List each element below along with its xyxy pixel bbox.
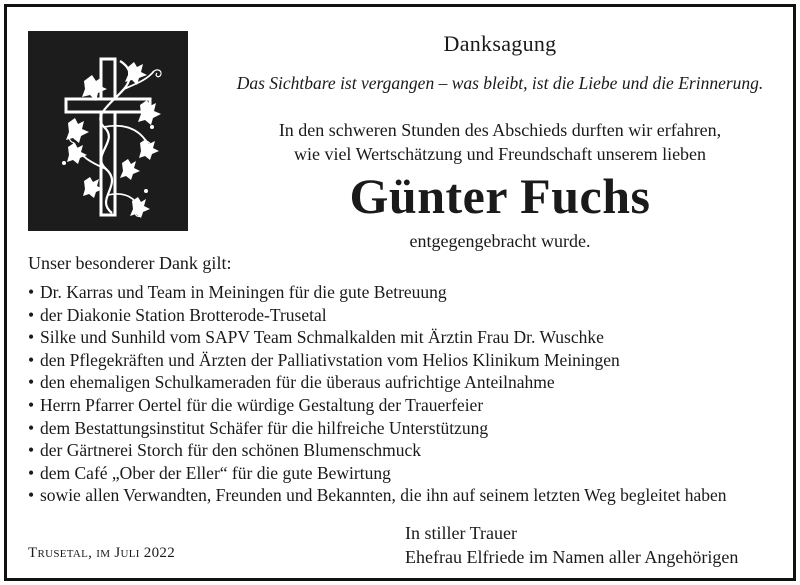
- bullet-icon: •: [28, 282, 35, 302]
- list-item-text: Dr. Karras und Team in Meiningen für die gute Betreuung: [40, 282, 447, 302]
- list-item-text: dem Café „Ober der Eller“ für die gute Bewirtung: [40, 462, 391, 483]
- bullet-icon: •: [28, 349, 35, 370]
- list-item-text: der Gärtnerei Storch für den schönen Blumenschmuck: [40, 440, 421, 461]
- list-item-text: der Diakonie Station Brotterode-Trusetal: [40, 304, 327, 325]
- list-item: [28, 394, 727, 417]
- signature-line: In stiller Trauer: [405, 523, 517, 543]
- cross-with-vine-icon: [28, 31, 188, 231]
- thanks-title: Unser besonderer Dank gilt:: [28, 253, 232, 273]
- intro-line: In den schweren Stunden des Abschieds durften wir erfahren,: [278, 120, 722, 140]
- intro-text: [207, 118, 793, 166]
- list-item: [28, 417, 727, 440]
- list-item-text: den Pflegekräften und Ärzten der Palliativstation vom Helios Klinikum Meiningen: [40, 349, 620, 370]
- thanks-list: [28, 281, 727, 507]
- list-item: [28, 484, 727, 507]
- list-item-text: dem Bestattungsinstitut Schäfer für die hilfreiche Unterstützung: [40, 417, 489, 438]
- list-item: [28, 304, 727, 327]
- notice-heading: Danksagung: [443, 31, 557, 56]
- intro-line: wie viel Wertschätzung und Freundschaft unserem lieben: [293, 144, 707, 164]
- list-item: [28, 439, 727, 462]
- memorial-motto: Das Sichtbare ist vergangen – was bleibt, ist die Liebe und die Erinnerung.: [236, 73, 764, 93]
- list-item-text: Herrn Pfarrer Oertel für die würdige Gestaltung der Trauerfeier: [40, 394, 484, 415]
- bullet-icon: •: [28, 372, 35, 393]
- bullet-icon: •: [28, 417, 35, 438]
- list-item: [28, 326, 727, 349]
- list-item-text: den ehemaligen Schulkameraden für die überaus aufrichtige Anteilnahme: [40, 372, 555, 393]
- bullet-icon: •: [28, 462, 35, 483]
- bullet-icon: •: [28, 485, 35, 506]
- deceased-name: Günter Fuchs: [349, 168, 651, 224]
- after-name-text: entgegengebracht wurde.: [409, 231, 591, 251]
- bullet-icon: •: [28, 327, 35, 348]
- list-item: [28, 371, 727, 394]
- obituary-notice: [4, 4, 796, 581]
- list-item-text: Silke und Sunhild vom SAPV Team Schmalkalden mit Ärztin Frau Dr. Wuschke: [40, 327, 604, 348]
- list-item-text: sowie allen Verwandten, Freunden und Bekannten, die ihn auf seinem letzten Weg begleitet haben: [40, 485, 727, 506]
- list-item: [28, 462, 727, 485]
- list-item: [28, 281, 727, 304]
- place-date: Trusetal, im Juli 2022: [28, 545, 175, 561]
- bullet-icon: •: [28, 304, 35, 325]
- list-item: [28, 349, 727, 372]
- bullet-icon: •: [28, 440, 35, 461]
- signature-line: Ehefrau Elfriede im Namen aller Angehörigen: [405, 547, 739, 567]
- signature-block: [405, 521, 738, 569]
- bullet-icon: •: [28, 394, 35, 415]
